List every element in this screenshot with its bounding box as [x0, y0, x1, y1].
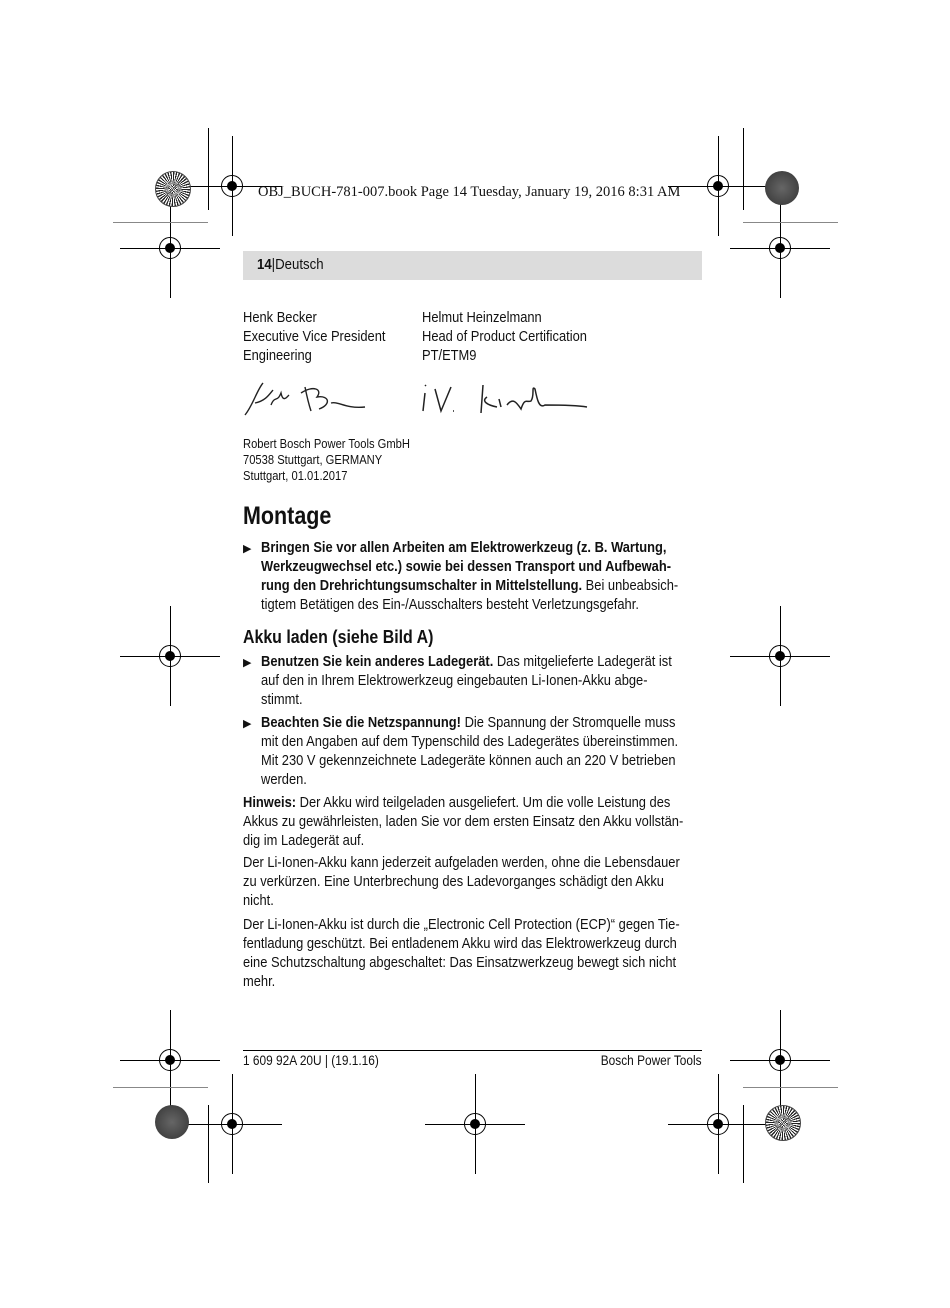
page-header: [257, 256, 324, 273]
trim-line: [113, 222, 208, 223]
text-line: [261, 732, 678, 751]
starburst-mark-icon: [765, 1105, 801, 1141]
trim-line: [743, 222, 838, 223]
text-line: [261, 690, 303, 709]
text-line: [243, 891, 274, 910]
company-city: 70538 Stuttgart, GERMANY: [243, 452, 383, 467]
signatory-name: Henk Becker: [243, 309, 317, 326]
footer-rule: [243, 1050, 702, 1051]
text-line: [243, 793, 670, 812]
crosshair-line: [718, 136, 719, 236]
bold-text: rung den Drehrichtungsumschalter in Mittelstellung.: [261, 577, 583, 594]
text-line: [261, 576, 678, 595]
body-text: nicht.: [243, 892, 274, 909]
heading-akku-laden: Akku laden (siehe Bild A): [243, 626, 434, 647]
crosshair-line: [232, 1074, 233, 1174]
text-line: [261, 713, 675, 732]
text-line: [243, 872, 664, 891]
bold-text: Bringen Sie vor allen Arbeiten am Elektrowerkzeug (z. B. Wartung,: [261, 539, 667, 556]
text-line: [261, 751, 676, 770]
text-line: [243, 812, 683, 831]
crosshair-line: [780, 606, 781, 706]
crosshair-line: [232, 136, 233, 236]
signature-heinzelmann: [423, 385, 587, 413]
print-header: OBJ_BUCH-781-007.book Page 14 Tuesday, January 19, 2016 8:31 AM: [258, 184, 681, 200]
body-text: Der Li-Ionen-Akku kann jederzeit aufgeladen werden, ohne die Lebensdauer: [243, 854, 680, 871]
text-line: [261, 671, 648, 690]
text-line: [243, 853, 680, 872]
text-line: [243, 831, 364, 850]
bullet-arrow-icon: ▶: [243, 657, 252, 669]
body-text: dig im Ladegerät auf.: [243, 832, 365, 849]
crosshair-line: [780, 1010, 781, 1110]
body-text: werden.: [261, 771, 307, 788]
body-text: Der Akku wird teilgeladen ausgeliefert. Um die volle Leistung des: [296, 794, 671, 811]
body-text: auf den in Ihrem Elektrowerkzeug eingebauten Li-Ionen-Akku abge-: [261, 672, 648, 689]
trim-line: [208, 128, 209, 210]
body-text: Das mitgelieferte Ladegerät ist: [493, 653, 672, 670]
text-line: [243, 953, 676, 972]
separator: |: [271, 256, 276, 273]
heading-montage: Montage: [243, 502, 332, 530]
body-text: mehr.: [243, 973, 276, 990]
text-line: [261, 770, 307, 789]
trim-line: [743, 128, 744, 210]
signatory-dept: Engineering: [243, 347, 312, 364]
trim-line: [743, 1105, 744, 1183]
crosshair-line: [780, 198, 781, 298]
body-text: tigtem Betätigen des Ein-/Ausschalters besteht Verletzungsgefahr.: [261, 596, 639, 613]
dark-circle-mark-icon: [765, 171, 799, 205]
company-name: Robert Bosch Power Tools GmbH: [243, 436, 410, 451]
language-label: Deutsch: [275, 256, 324, 273]
text-line: [261, 538, 666, 557]
bold-text: Werkzeugwechsel etc.) sowie bei dessen Transport und Aufbewah-: [261, 558, 672, 575]
signatory-1: [243, 308, 423, 368]
crosshair-line: [170, 1010, 171, 1110]
body-text: Der Li-Ionen-Akku ist durch die „Electronic Cell Protection (ECP)“ gegen Tie-: [243, 916, 680, 933]
text-line: [261, 595, 639, 614]
company-date: Stuttgart, 01.01.2017: [243, 468, 348, 483]
bold-text: Hinweis:: [243, 794, 297, 811]
signatory-dept: PT/ETM9: [422, 347, 477, 364]
signatory-name: Helmut Heinzelmann: [422, 309, 542, 326]
text-line: [261, 557, 671, 576]
body-text: Akkus zu gewährleisten, laden Sie vor dem ersten Einsatz den Akku vollstän-: [243, 813, 684, 830]
body-text: Bei unbeabsich-: [582, 577, 679, 594]
text-line: [243, 915, 680, 934]
bold-text: Benutzen Sie kein anderes Ladegerät.: [261, 653, 494, 670]
trim-line: [743, 1087, 838, 1088]
bullet-arrow-icon: ▶: [243, 543, 252, 555]
signatory-title: Head of Product Certification: [422, 328, 587, 345]
crosshair-line: [718, 1074, 719, 1174]
signatory-title: Executive Vice President: [243, 328, 386, 345]
footer-left: 1 609 92A 20U | (19.1.16): [243, 1053, 379, 1068]
body-text: fentladung geschützt. Bei entladenem Akku wird das Elektrowerkzeug durch: [243, 935, 677, 952]
body-text: Mit 230 V gekennzeichnete Ladegeräte können auch an 220 V betrieben: [261, 752, 676, 769]
crosshair-line: [170, 198, 171, 298]
signature-becker: [245, 383, 365, 415]
signatory-2: [422, 308, 622, 368]
bold-text: Beachten Sie die Netzspannung!: [261, 714, 461, 731]
signatures: [235, 375, 595, 425]
body-text: zu verkürzen. Eine Unterbrechung des Ladevorganges schädigt den Akku: [243, 873, 664, 890]
crosshair-line: [475, 1074, 476, 1174]
bullet-arrow-icon: ▶: [243, 718, 252, 730]
body-text: eine Schutzschaltung abgeschaltet: Das Einsatzwerkzeug bewegt sich nicht: [243, 954, 677, 971]
text-line: [243, 934, 677, 953]
trim-line: [113, 1087, 208, 1088]
body-text: mit den Angaben auf dem Typenschild des Ladegerätes übereinstimmen.: [261, 733, 679, 750]
text-line: [261, 652, 672, 671]
crosshair-line: [170, 606, 171, 706]
body-text: Die Spannung der Stromquelle muss: [460, 714, 676, 731]
page-number: 14: [257, 256, 272, 273]
body-text: stimmt.: [261, 691, 303, 708]
text-line: [243, 972, 275, 991]
starburst-mark-icon: [155, 171, 191, 207]
dark-circle-mark-icon: [155, 1105, 189, 1139]
footer-right: Bosch Power Tools: [601, 1053, 702, 1068]
trim-line: [208, 1105, 209, 1183]
